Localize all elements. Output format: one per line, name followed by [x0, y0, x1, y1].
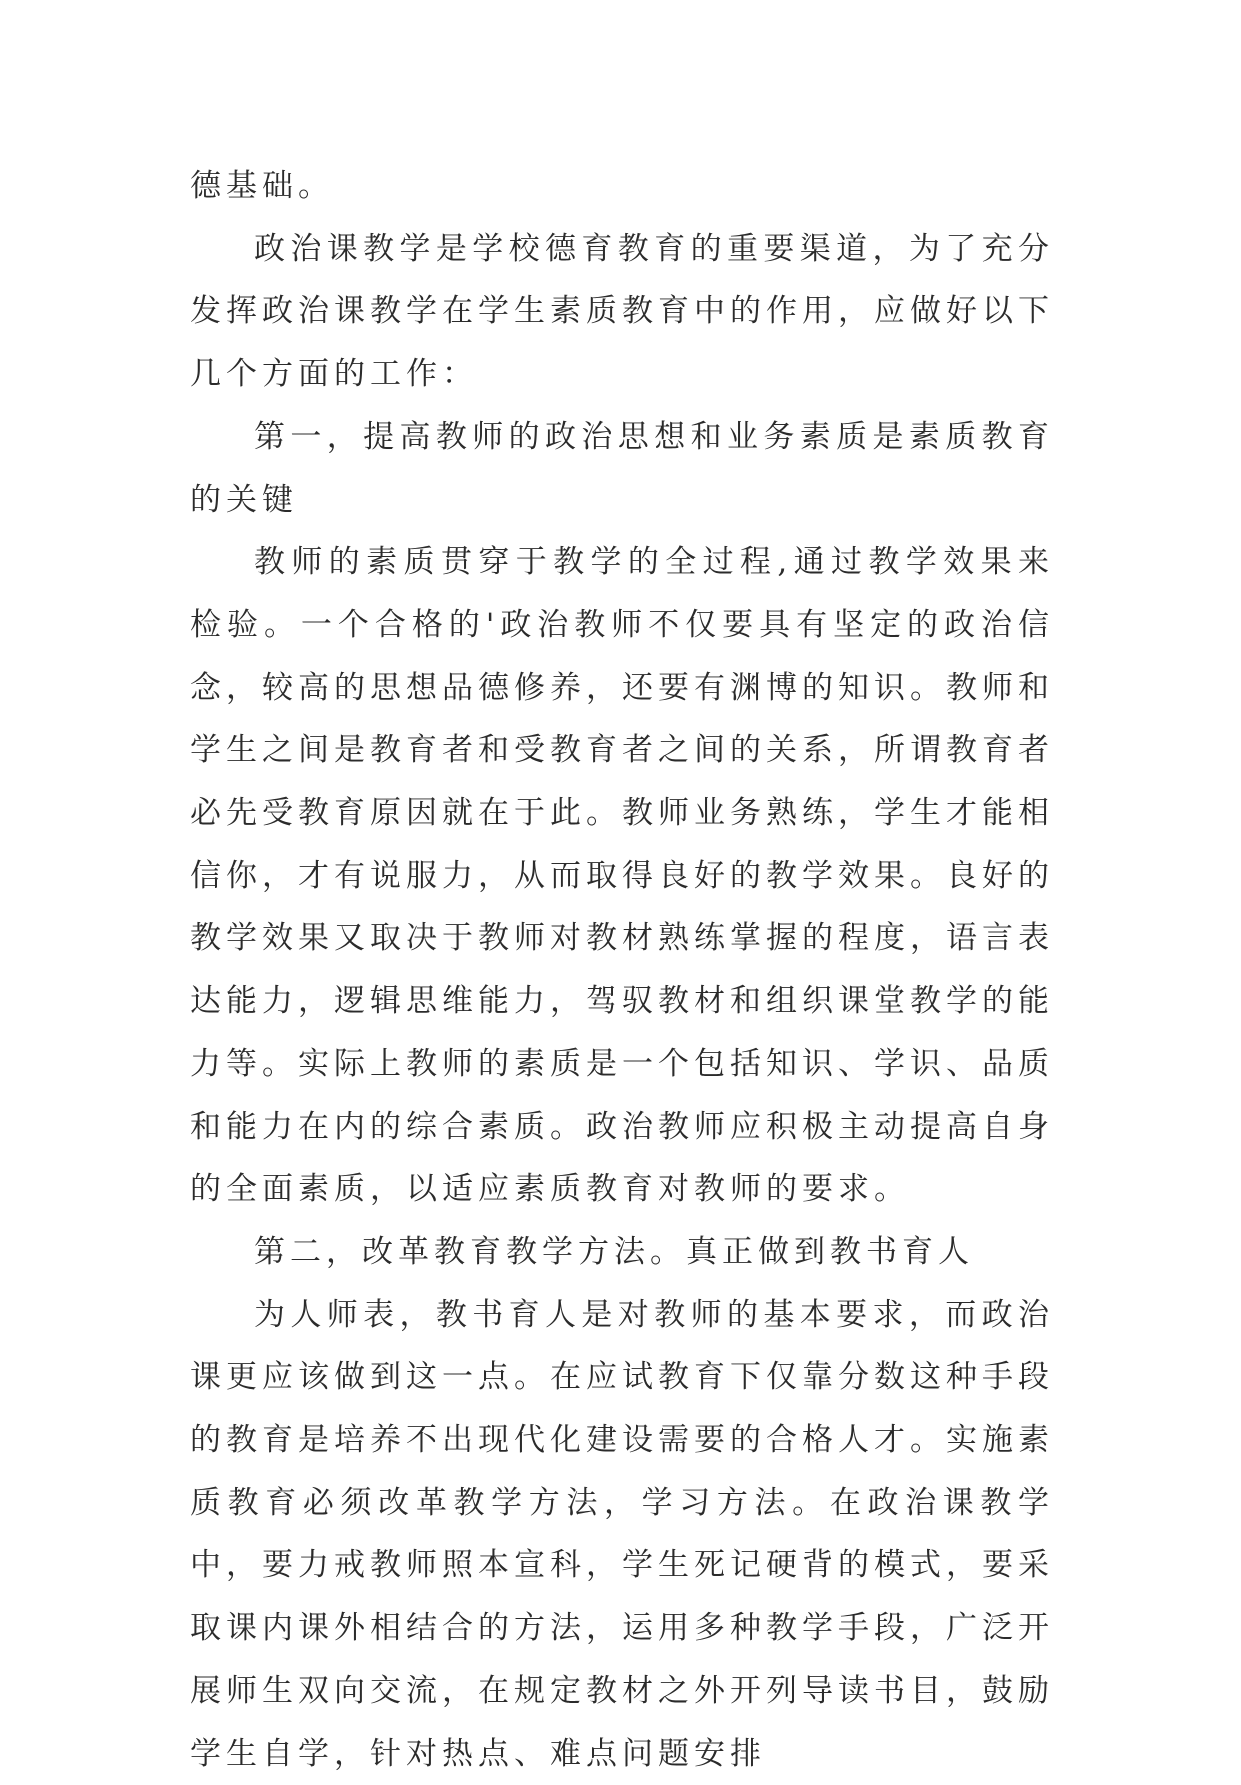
section-heading-second: 第二，改革教育教学方法。真正做到教书育人	[254, 1233, 974, 1270]
section-heading-first: 第一，提高教师的政治思想和业务素质是素质教育的关键	[190, 418, 1054, 518]
paragraph-teacher-quality: 教师的素质贯穿于教学的全过程,通过教学效果来检验。一个合格的'政治教师不仅要具有坚定的政治信念，较高的思想品德修养，还要有渊博的知识。教师和学生之间是教育者和受教育者之间的关系，所谓教育者必先受教育原因就在于此。教师业务熟练，学生才能相信你，才有说服力，从而取得良好的教学效果。良好的教学效果又取决于教师对教材熟练掌握的程度，语言表达能力，逻辑思维能力，驾驭教材和组织课堂教学的能力等。实际上教师的素质是一个包括知识、学识、品质和能力在内的综合素质。政治教师应积极主动提高自身的全面素质，以适应素质教育对教师的要求。	[190, 544, 1054, 1208]
paragraph-continuation: 德基础。	[190, 168, 334, 204]
paragraph-intro: 政治课教学是学校德育教育的重要渠道，为了充分发挥政治课教学在学生素质教育中的作用，应做好以下几个方面的工作：	[190, 230, 1054, 393]
paragraph-teaching-methods: 为人师表，教书育人是对教师的基本要求，而政治课更应该做到这一点。在应试教育下仅靠分数这种手段的教育是培养不出现代化建设需要的合格人才。实施素质教育必须改革教学方法，学习方法。在政治课教学中，要力戒教师照本宣科，学生死记硬背的模式，要采取课内课外相结合的方法，运用多种教学手段，广泛开展师生双向交流，在规定教材之外开列导读书目，鼓励学生自学，针对热点、难点问题安排	[190, 1296, 1054, 1772]
document-body	[190, 155, 1054, 1785]
